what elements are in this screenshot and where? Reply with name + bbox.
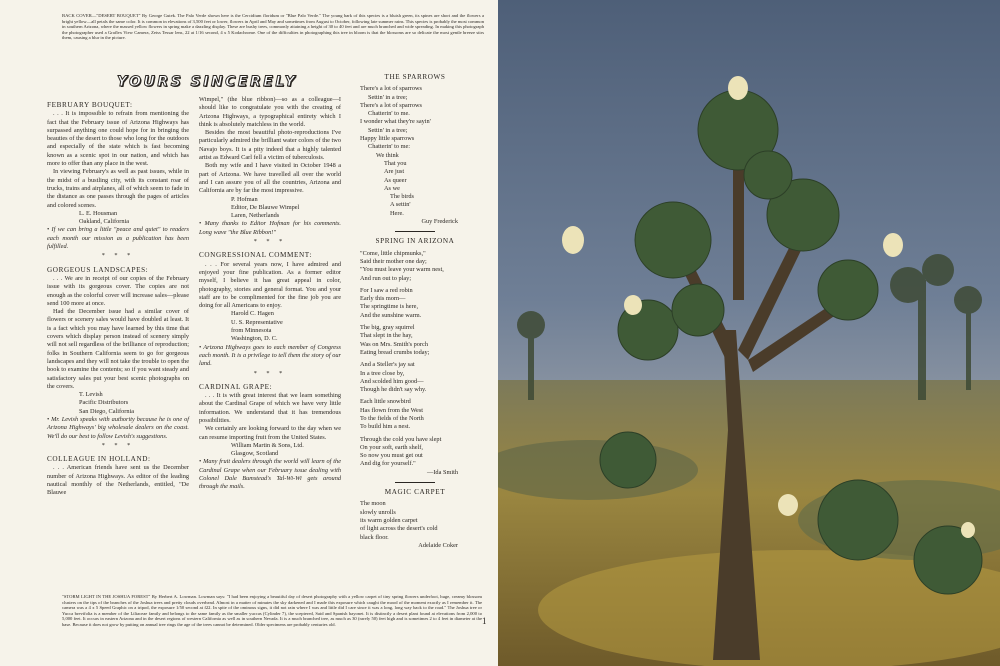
- letter-paragraph: . . . We are in receipt of our copies of the February issue with its gorgeous cover. The copies are not enough as the colorful cover will increase sales—please send 100 more at once.: [47, 274, 189, 307]
- poem-line: The moon: [360, 500, 386, 508]
- poem-line: As queer: [384, 176, 407, 184]
- letter-heading: GORGEOUS LANDSCAPES:: [47, 265, 149, 274]
- poem-line: Settin' in a tree;: [368, 93, 408, 101]
- poem-line: Has flown from the West: [360, 406, 424, 414]
- poem-line: Said their mother one day;: [360, 257, 427, 265]
- editor-response: • If we can bring a little "peace and quiet" to readers each month our mission as a publication has been fulfilled.: [47, 226, 189, 251]
- poem-line: Each little snowbird: [360, 398, 411, 406]
- poem-line: We think: [376, 151, 399, 159]
- poem-line: The springtime is here,: [360, 303, 419, 311]
- section-divider: * * *: [101, 252, 135, 260]
- poem-line: There's a lot of sparrows: [360, 101, 422, 109]
- letter-signature: Glasgow, Scotland: [231, 450, 279, 458]
- poem-line: Eating bread crumbs today;: [360, 348, 430, 356]
- poem-line: On your soft, earth shelf,: [360, 443, 423, 451]
- letter-paragraph: Had the December issue had a similar cover of flowers or scenery sales would have doubled at least. It is a fact which you may have learned by this time that covers which display person instead of scenery simply will not sell regardless of the brilliance of reproduction; folks in Southern California seem to go for gorgeous landscapes and they will not take the trouble to open the book to examine the contents; so if you want steady and satisfactory sales put your best scenic photographs on the covers.: [47, 308, 189, 390]
- masthead-title: YOURS SINCERELY: [117, 74, 298, 90]
- letter-paragraph: Besides the most beautiful photo-reproductions I've particularly admired the brilliant water colors of the two Navajo boys. It is a pity indeed that a highly talented artist as Edward Carl fell a victim of tuberculosis.: [199, 129, 341, 162]
- editor-response: • Mr. Levish speaks with authority because he is one of Arizona Highways' big wholesale dealers on the coast. We'll do our best to follow Levish's suggestions.: [47, 415, 189, 440]
- poem-line: In a tree close by,: [360, 369, 405, 377]
- poem-line: And scolded him good—: [360, 377, 424, 385]
- letter-signature: Washington, D. C.: [231, 335, 278, 343]
- poem-line: Early this morn—: [360, 295, 406, 303]
- poem-divider: [395, 482, 435, 483]
- poem-line: Are just: [384, 168, 405, 176]
- poems-column: [360, 72, 470, 550]
- letter-paragraph: Both my wife and I have visited in October 1948 a part of Arizona. We have travelled all over the world and I can assure you of all the countries, Arizona and California are by far the most impressive.: [199, 162, 341, 195]
- letter-paragraph: . . . It is with great interest that we learn something about the Cardinal Grape of which we have very little information. We understand that it has tremendous possibilities.: [199, 392, 341, 424]
- poem-line: To build him a nest.: [360, 423, 411, 431]
- letter-heading: COLLEAGUE IN HOLLAND:: [47, 455, 151, 464]
- poem-line: And run out to play;: [360, 274, 412, 282]
- poem-line: The big, gray squirrel: [360, 324, 415, 332]
- poem-line: So now you must get out: [360, 452, 423, 460]
- letter-signature: Editor, De Blauwe Wimpel: [231, 203, 300, 211]
- letter-signature: P. Hofman: [231, 195, 258, 203]
- poem-line: And the sunshine warm.: [360, 311, 422, 319]
- section-divider: * * *: [253, 238, 287, 246]
- poem-line: And dig for yourself.": [360, 460, 416, 468]
- poem-title: THE SPARROWS: [384, 73, 446, 81]
- poem-line: its warm golden carpet: [360, 516, 418, 524]
- poem-line: Happy little sparrows: [360, 135, 415, 143]
- letter-signature: U. S. Representative: [231, 318, 283, 326]
- poem-line: slowly unrolls: [360, 508, 396, 516]
- poem-line: Here.: [390, 209, 404, 217]
- poem-line: Settin' in a tree;: [368, 126, 408, 134]
- letter-heading: CARDINAL GRAPE:: [199, 382, 273, 391]
- poem-line: As we: [384, 184, 400, 192]
- poem-line: black floor.: [360, 533, 389, 541]
- letters-page: [0, 0, 498, 666]
- letter-paragraph: In viewing February's as well as past issues, while in the midst of a bustling city, with its constant roar of trucks, trains and airplanes, all of which seem to fade in the distance as one passes through the pages of articles and colored scenes.: [47, 168, 189, 209]
- poem-line: A settin': [390, 201, 411, 209]
- letter-heading: CONGRESSIONAL COMMENT:: [199, 251, 313, 260]
- poem-line: Chatterin' to me.: [368, 110, 410, 118]
- letter-paragraph: . . . American friends have sent us the December number of Arizona Highways. As editor of the leading nautical monthly of the Netherlands, entitled, "De Blauwe: [47, 464, 189, 497]
- poem-line: "Come, little chipmunks,": [360, 249, 426, 257]
- poem-line: "You must leave your warm nest,: [360, 266, 444, 274]
- poem-line: I wonder what they're sayin': [360, 118, 431, 126]
- storm-light-photo-image: [498, 0, 1000, 666]
- poem-author: —Ida Smith: [427, 468, 458, 476]
- poem-line: And a Steller's jay sat: [360, 361, 415, 369]
- poem-line: Chatterin' to me:: [368, 143, 411, 151]
- poem-line: of light across the desert's cold: [360, 525, 438, 533]
- letter-signature: Harold C. Hagen: [231, 310, 274, 318]
- letter-paragraph: We certainly are looking forward to the day when we can resume importing fruit from the United States.: [199, 425, 341, 441]
- poem-author: Adelaide Coker: [418, 541, 458, 549]
- poem-divider: [395, 231, 435, 232]
- poem-line: That slept in the hay,: [360, 332, 413, 340]
- editor-response: • Many fruit dealers through the world will learn of the Cardinal Grape when our February issue dealing with Colonel Dale Bumstead's Tal-Wi-Wi gets around through the mails.: [199, 458, 341, 491]
- section-divider: * * *: [101, 441, 135, 449]
- letter-signature: L. E. Housman: [79, 209, 118, 217]
- poem-line: Through the cold you have slept: [360, 435, 442, 443]
- letter-signature: Oakland, California: [79, 218, 130, 226]
- poem-line: Though he didn't say why.: [360, 386, 427, 394]
- editor-response: • Many thanks to Editor Hofman for his comments. Long wave "the Blue Ribbon!": [199, 220, 341, 236]
- letters-column-2: [199, 96, 341, 492]
- letter-signature: T. Levish: [79, 391, 103, 399]
- poem-line: The birds: [390, 193, 414, 201]
- letter-paragraph: Wimpel," (the blue ribbon)—so as a colleague—I should like to congratulate you with the creating of Arizona Highways, a typographical entirety which I think is absolutely matchless in the world.: [199, 96, 341, 128]
- letters-column-1: [47, 96, 189, 498]
- letter-signature: Pacific Distributors: [79, 399, 129, 407]
- joshua-tree-photo: [498, 0, 1000, 666]
- poem-title: SPRING IN ARIZONA: [375, 237, 455, 246]
- letter-signature: San Diego, California: [79, 407, 135, 415]
- poem-line: For I saw a red robin: [360, 286, 413, 294]
- poem-title: MAGIC CARPET: [384, 488, 446, 497]
- page-number: 1: [482, 616, 487, 626]
- joshua-photo-caption: "STORM LIGHT IN THE JOSHUA FOREST" By Herbert A. Lowman. Lowman says: "I had been enjoying a beautiful day of desert photography with a yellow carpet of tiny spring flowers underfoot, huge, creamy blossom clusters on the tips of the branches of the Joshua trees and pretty clouds overhead. Almost in a matter of minutes the sky darkened and I made this exposure which caught the mood of the moment exactly as I remember it. The camera was a 4 x 5 Speed Graphic on a tripod, the exposure 1/50 second at f22. In spite of the ominous signs, it did not rain where I was and little did I care since it was a long, long way back to the road." The Joshua tree or Yucca brevifolia is a member of the Liliaceae family and belongs to the same family as the smaller yuccas (Cylinder 7), the sceptered, Said and Spanish bayonet. It is distinctly a desert plant found at elevations from 2,000 to 5,000 feet. It occurs in eastern Arizona and in the desert regions of western California as well as in southern Nevada. It is a much branched tree, as much as 30 (rarely 50) feet high and is sometimes 2 to 4 feet in diameter at the base. Because it does not grow by putting on annual tree rings the age of the trees cannot be determined. Older specimens are probably centuries old.: [62, 594, 482, 627]
- letter-paragraph: . . . It is impossible to refrain from mentioning the fact that the February issue of Arizona Highways has surpassed anything one could hope for in bringing the beauties of the desert to those who long for the outdoors and especially of the state which is fast becoming known as a scenic spot in our nation, and which has more to offer than any place in the west.: [47, 110, 189, 168]
- poem-line: There's a lot of sparrows: [360, 85, 422, 93]
- editor-response: • Arizona Highways goes to each member of Congress each month. It is a privilege to tell them the story of our land.: [199, 343, 341, 368]
- letter-signature: from Minnesota: [231, 327, 272, 335]
- poem-line: To the fields of the North: [360, 414, 424, 422]
- letter-heading: FEBRUARY BOUQUET:: [47, 101, 133, 109]
- letter-paragraph: . . . For several years now, I have admired and enjoyed your fine publication. As a former editor myself, I believe it has great appeal in color, photography, stories and general format. You and your staff are to be complimented for the fine job you are doing for all Americans to enjoy.: [199, 260, 341, 310]
- poem-line: Was on Mrs. Smith's porch: [360, 340, 428, 348]
- poem-author: Guy Frederick: [421, 218, 458, 226]
- section-divider: * * *: [253, 369, 287, 377]
- poem-line: That you: [384, 159, 407, 167]
- letter-signature: Laren, Netherlands: [231, 212, 280, 220]
- letter-signature: William Martin & Sons, Ltd.: [231, 441, 304, 449]
- back-cover-caption: BACK COVER—"DESERT BOUQUET" By George Gutek. The Palo Verde shown here is the Cercidium floridum or "Blue Palo Verde." The young bark of this species is a bluish green, its spines are short and the flowers a bright yellow—all petals the same color. It is common in elevations of 3,500 feet or lower, flowers in April and May and sometimes from August to October, following late summer rains. This species is probably the most common in southern Arizona, where the massed yellow flowers in spring make a dazzling display. These are bushy trees, commonly attaining a height of 30 to 40 feet and are much branched and wide spreading. In making this photograph the photographer used a Graflex View Camera, Zeiss Tessar lens, 22 at 1/16 second, 4 x 5 Kodachrome. One of the difficulties in photographing this tree in bloom is that the blossoms are so delicate the most gentle breeze stirs them, causing a blur in the picture.: [62, 13, 484, 41]
